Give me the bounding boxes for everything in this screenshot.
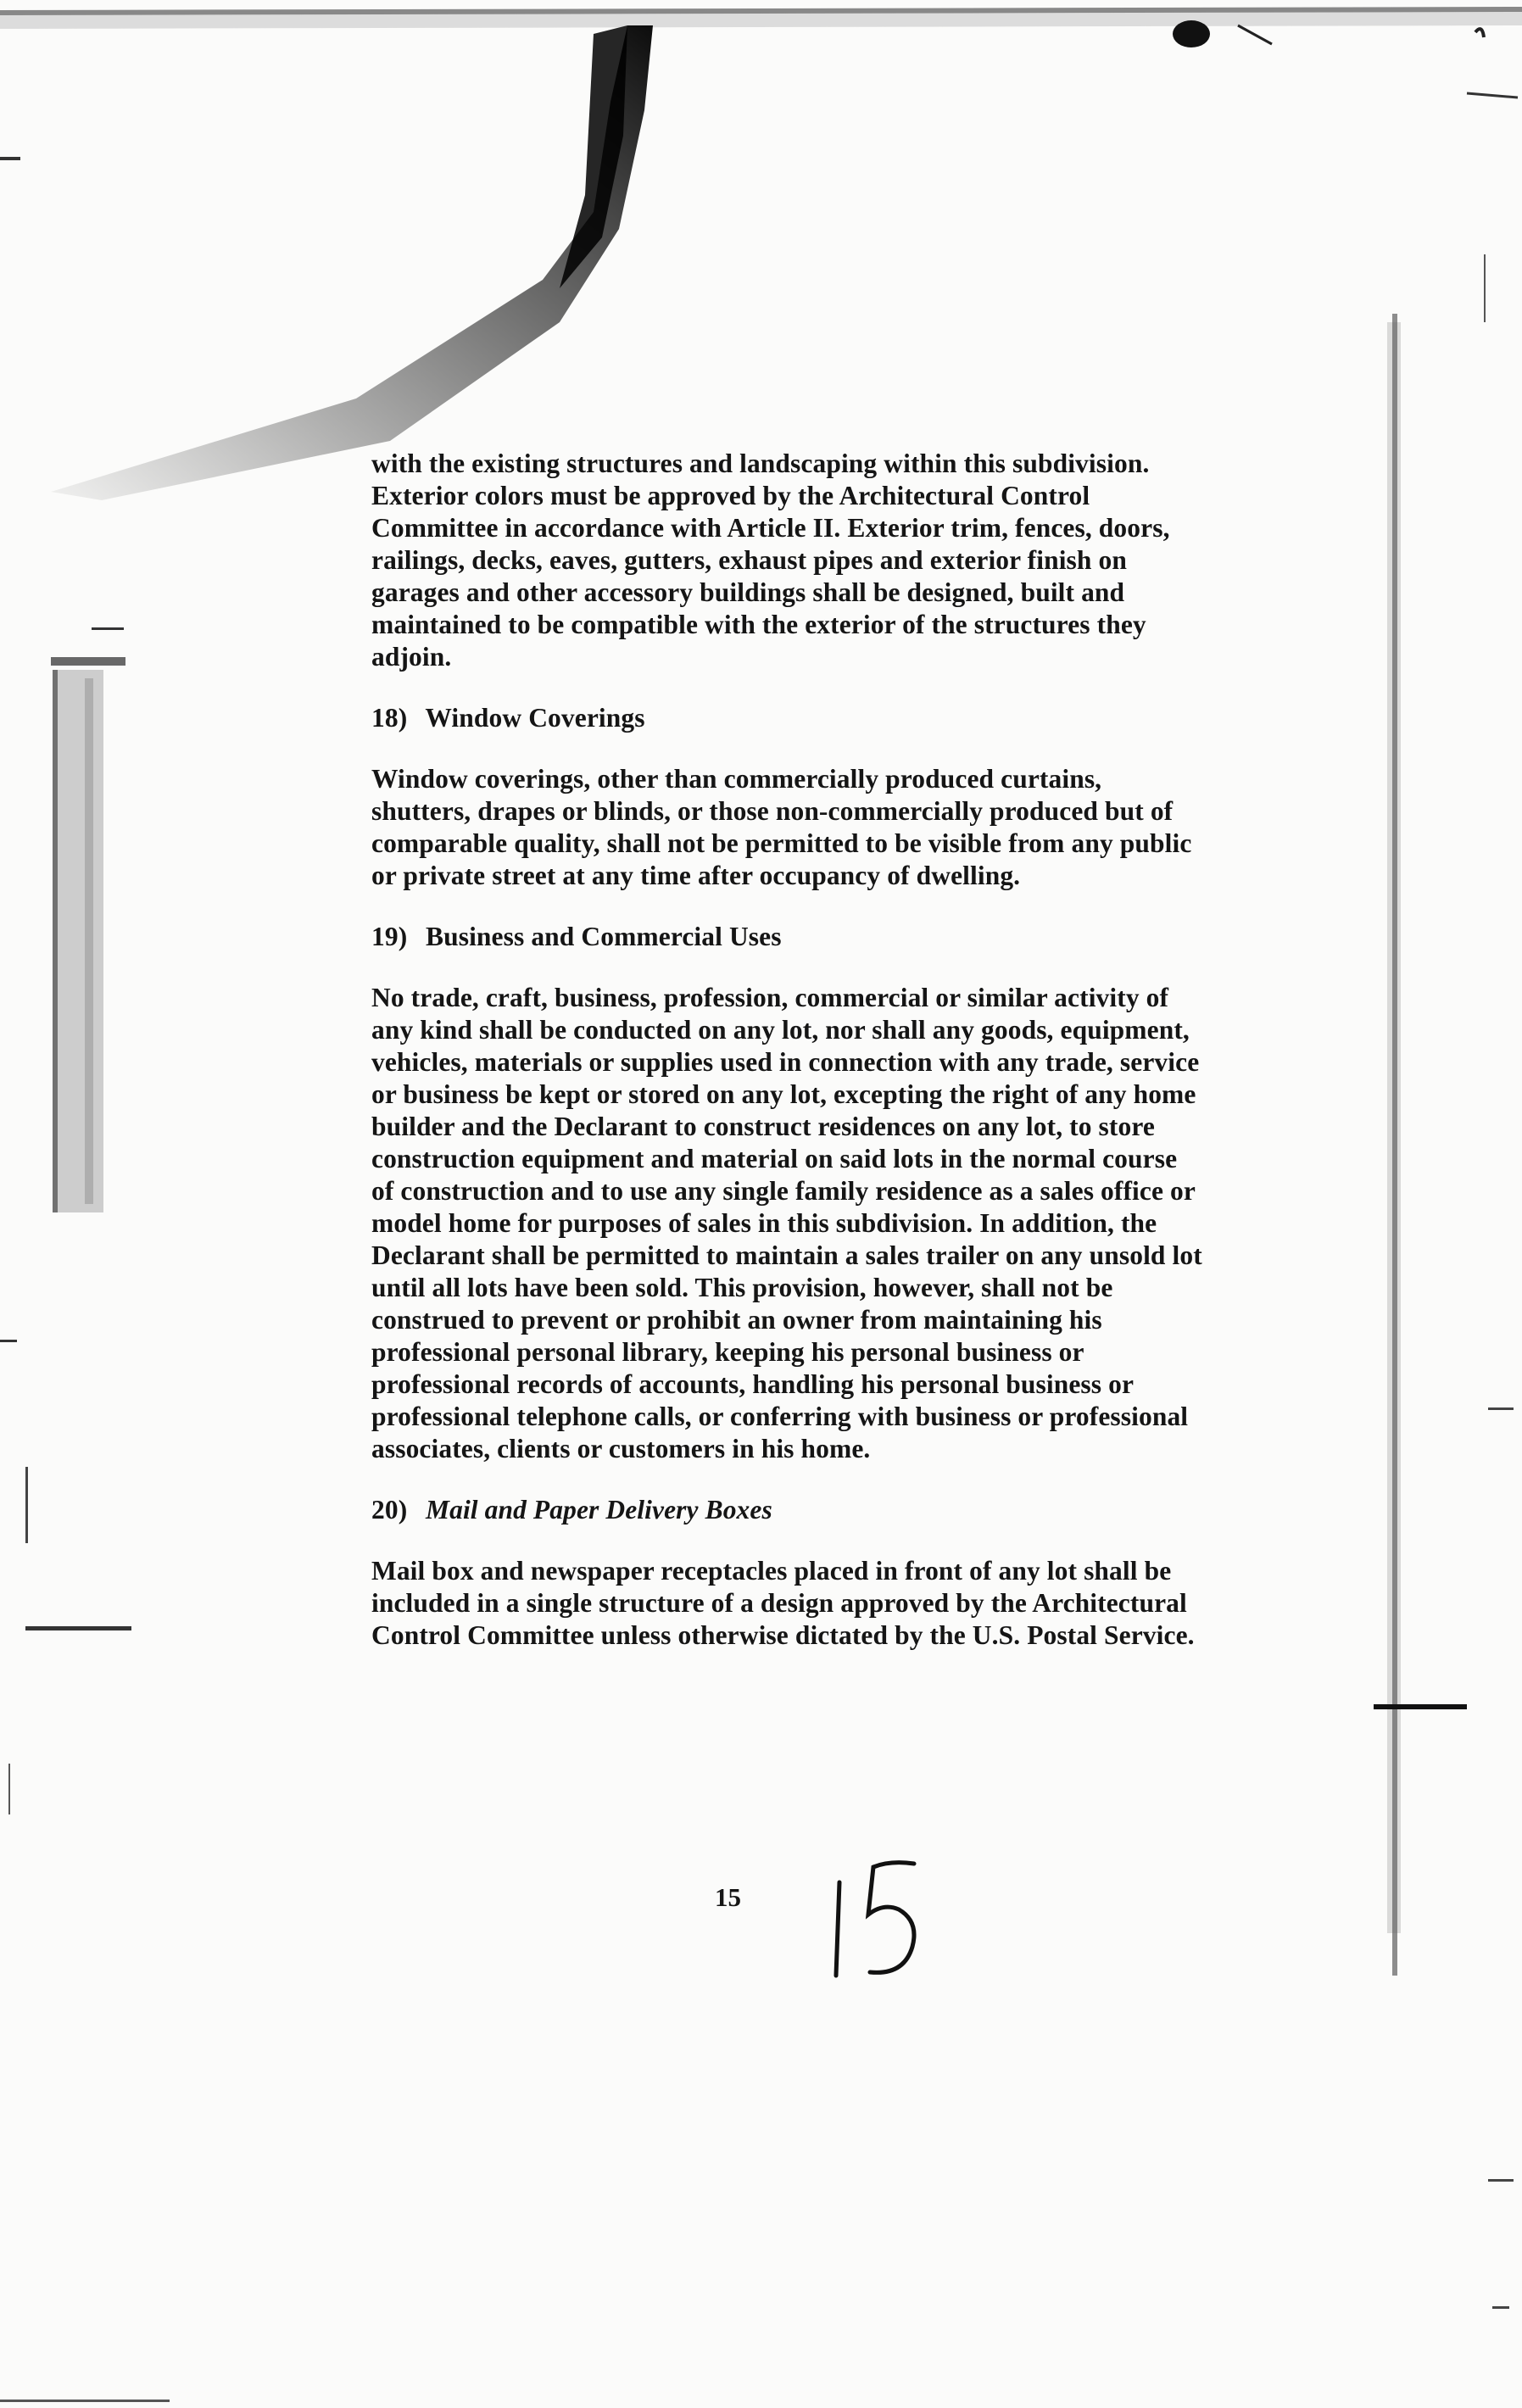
document-body bbox=[371, 448, 1202, 1681]
page-number: 15 bbox=[715, 1882, 741, 1912]
section-body-19: No trade, craft, business, profession, commercial or similar activity of any kind shall be conducted on any lot, nor shall any goods, equipment, vehicles, materials or supplies used in connection with any trade, service or business be kept or stored on any lot, excepting the right of any home builder and the Declarant to construct residences on any lot, to store construction equipment and material on said lots in the normal course of construction and to use any single family residence as a sales office or model home for purposes of sales in this subdivision. In addition, the Declarant shall be permitted to maintain a sales trailer on any unsold lot until all lots have been sold. This provision, however, shall not be construed to prevent or prohibit an owner from maintaining his professional personal library, keeping his personal business or professional records of accounts, handling his personal business or professional telephone calls, or conferring with business or professional associates, clients or customers in his home. bbox=[371, 983, 1202, 1463]
section-number-19: 19) bbox=[371, 922, 408, 951]
section-title-20: Mail and Paper Delivery Boxes bbox=[425, 1495, 772, 1525]
section-title-18: Window Coverings bbox=[425, 703, 645, 733]
section-number-20: 20) bbox=[371, 1495, 408, 1525]
section-body-20: Mail box and newspaper receptacles placed in front of any lot shall be included in a single structure of a design approved by the Architectural Control Committee unless otherwise dictated by the U.S. Postal Service. bbox=[371, 1556, 1195, 1650]
section-heading-20 bbox=[371, 1494, 1202, 1526]
section-body-18: Window coverings, other than commercially produced curtains, shutters, drapes or blinds, or those non-commercially produced but of comparable quality, shall not be permitted to be visible from any public or private street at any time after occupancy of dwelling. bbox=[371, 764, 1192, 890]
section-title-19: Business and Commercial Uses bbox=[425, 922, 782, 951]
section-heading-19 bbox=[371, 921, 1202, 953]
continued-paragraph: with the existing structures and landscaping within this subdivision. Exterior colors must be approved by the Architectural Control Committee in accordance with Article II. Exterior trim, fences, doors, railings, decks, eaves, gutters, exhaust pipes and exterior finish on garages and other accessory buildings shall be designed, built and maintained to be compatible with the exterior of the structures they adjoin. bbox=[371, 449, 1170, 672]
scan-noise-left bbox=[0, 0, 170, 2408]
scan-smudge-top bbox=[0, 0, 1522, 509]
scan-noise-right bbox=[1340, 0, 1522, 2408]
handwritten-page-number bbox=[814, 1848, 933, 1993]
section-number-18: 18) bbox=[371, 703, 408, 733]
section-heading-18 bbox=[371, 702, 1202, 734]
